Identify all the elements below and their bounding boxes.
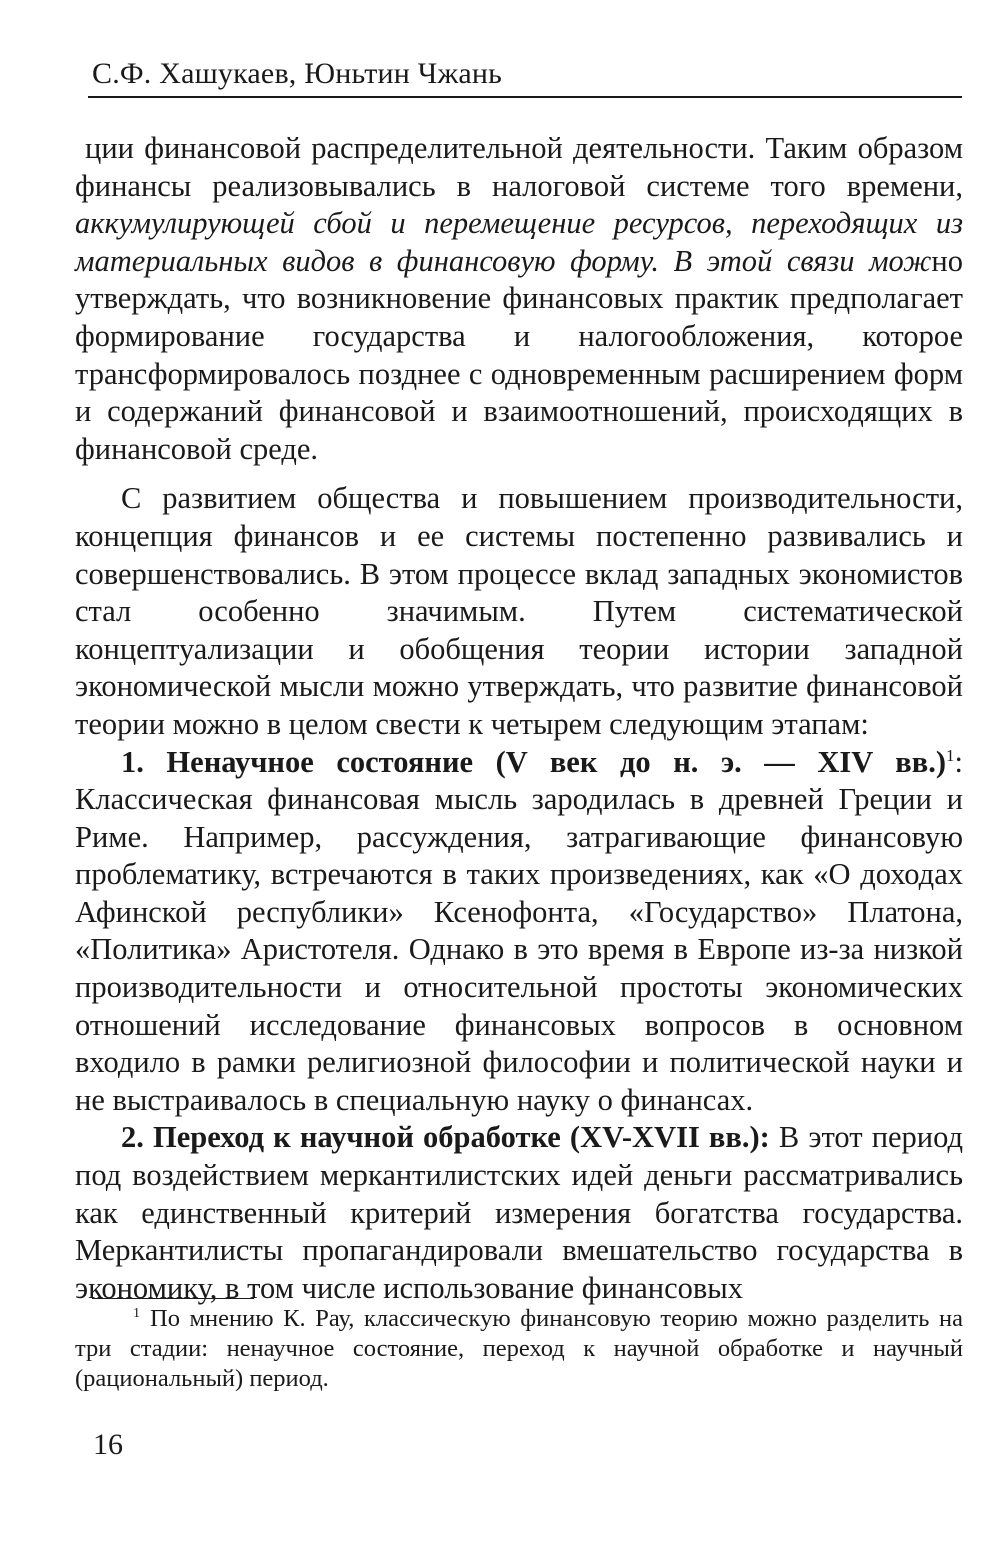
stage-1-heading: 1. Ненаучное состояние (V век до н. э. — XIV вв.) bbox=[121, 744, 947, 779]
paragraph-2: С развитием общества и повышением производительности, концепция финансов и ее системы постепенно развивались и совершенствовались. В этом процессе вклад западных экономистов стал особенно значимым. Путем систематической концептуализации и обобщения теории истории западной экономической мысли можно утверждать, что развитие финансовой теории можно в целом свести к четырем следующим этапам: bbox=[75, 481, 963, 741]
paragraph-1-italic-text: аккумулирующей сбой и перемещение ресурсов, переходящих из материальных видов в финансовую форму. В этой связи мож bbox=[75, 206, 963, 278]
stage-1-text: : Классическая финансовая мысль зародилась в древней Греции и Риме. Например, рассуждения, затрагивающие финансовую проблематику, встречаются в таких произведениях, как «О доходах Афинской республики» Ксенофонта, «Государство» Платона, «Политика» Аристотеля. Однако в это время в Европе из-за низкой производительности и относительной простоты экономических отношений исследование финансовых вопросов в основном входило в рамки религиозной философии и политической науки и не выстраивалось в специальную науку о финансах. bbox=[75, 744, 963, 1117]
stage-2-heading: 2. Переход к научной обработке (XV-XVII вв.): bbox=[121, 1120, 770, 1155]
header-rule bbox=[88, 96, 962, 98]
paragraph-1-text: ции финансовой распределительной деятельности. Таким образом финансы реализовывались в налоговой системе того времени, bbox=[75, 131, 963, 203]
paragraph-stage-2 bbox=[75, 1119, 963, 1307]
main-text bbox=[75, 130, 963, 1307]
page-number: 16 bbox=[93, 1428, 123, 1461]
footnote-reference[interactable]: 1 bbox=[946, 745, 955, 765]
running-head-authors: С.Ф. Хашукаев, Юньтин Чжань bbox=[92, 57, 503, 90]
stage-2-text: В этот период под воздействием меркантилистских идей деньги рассматривались как единственный критерий измерения богатства государства. Меркантилисты пропагандировали вмешательство государства в экономику, в том числе использование финансовых bbox=[75, 1120, 964, 1305]
paragraph-stage-1 bbox=[75, 744, 963, 1120]
paragraph-1-continued-text: но утверждать, что возникновение финансовых практик предполагает формирование государства и налогообложения, которое трансформировалось позднее с одновременным расширением форм и содержаний финансовой и взаимоотношений, происходящих в финансовой среде. bbox=[75, 243, 963, 466]
paragraph-1 bbox=[75, 130, 963, 468]
footnote-marker: 1 bbox=[133, 1305, 140, 1321]
footnote bbox=[75, 1304, 963, 1394]
footnote-rule bbox=[92, 1298, 254, 1299]
footnote-text: По мнению К. Рау, классическую финансовую теорию можно разделить на три стадии: ненаучное состояние, переход к научной обработке и научный (рациональный) период. bbox=[75, 1305, 963, 1392]
